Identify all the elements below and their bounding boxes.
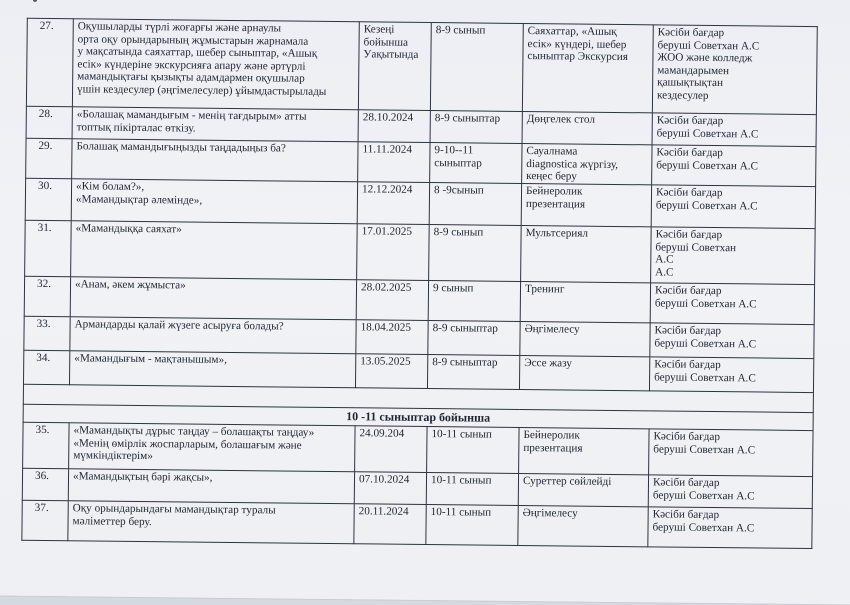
activity-cell: «Мамандықтың бәрі жақсы», xyxy=(68,469,354,504)
row-number: 29. xyxy=(26,138,72,178)
responsible-cell: Кәсіби бағдар беруші Советхан А.С xyxy=(650,283,814,325)
grade-cell: 8-9 сыныптар xyxy=(427,355,519,390)
form-cell: Мультсериял xyxy=(521,225,652,282)
activity-cell: «Мамандығым - мақтанышым», xyxy=(69,351,355,388)
grade-cell: 8-9 сыныптар xyxy=(430,111,522,144)
form-cell: Әңгімелесу xyxy=(520,321,650,356)
row-number: 32. xyxy=(24,276,70,316)
responsible-cell: Кәсіби бағдар беруші Советхан А.С xyxy=(649,429,813,477)
plan-table xyxy=(21,18,817,549)
activity-cell: Армандарды қалай жүзеге асыруға болады? xyxy=(70,317,356,354)
row-number: 28. xyxy=(26,106,72,138)
row-number: 37. xyxy=(22,500,68,540)
activity-cell: «Мамандықты дұрыс таңдау – болашақты таңдау» «Менің өмірлік жоспарларым, болашағым және мүмкіндіктерім» xyxy=(69,423,355,472)
date-cell: 28.10.2024 xyxy=(358,110,430,143)
row-number: 34. xyxy=(23,350,69,384)
form-cell: Саяхаттар, «Ашық есік» күндері, шебер сыныптар Экскурсия xyxy=(522,24,653,113)
form-cell: Бейнеролик презентация xyxy=(519,427,649,474)
responsible-cell: Кәсіби бағдар беруші Советхан А.С А.С xyxy=(651,227,816,285)
form-cell: Сауалнама diagnostica жүргізу, кеңес беру xyxy=(522,143,652,184)
form-cell: Әңгімелесу xyxy=(518,505,648,546)
date-cell: 24.09.204 xyxy=(355,426,427,473)
activity-cell: Оқу орындарындағы мамандықтар туралы мәліметтер беру. xyxy=(68,501,354,544)
responsible-cell: Кәсіби бағдар беруші Советхан А.С xyxy=(650,323,814,359)
responsible-cell: Кәсіби бағдар беруші Советхан А.С xyxy=(648,475,812,509)
responsible-cell: Кәсіби бағдар беруші Советхан А.С xyxy=(649,357,813,393)
date-cell: Кезеңі бойынша Уақытында xyxy=(358,22,431,111)
table-row xyxy=(23,422,813,476)
grade-cell: 9 сынып xyxy=(428,281,520,322)
responsible-cell: Кәсіби бағдар беруші Советхан А.С xyxy=(651,185,815,229)
row-number: 33. xyxy=(24,316,70,350)
row-number: 36. xyxy=(22,468,68,500)
row-number: 30. xyxy=(25,178,71,220)
date-cell: 18.04.2025 xyxy=(356,320,428,355)
table-row xyxy=(22,500,812,548)
date-cell: 28.02.2025 xyxy=(356,280,428,321)
activity-cell: «Болашақ мамандығым - менің тағдырым» атты топтық пікірталас өткізу. xyxy=(72,107,358,142)
form-cell: Эссе жазу xyxy=(519,355,649,390)
responsible-cell: Кәсіби бағдар беруші Советхан А.С ЖОО және колледж мамандарымен қашықтықтан кездесулер xyxy=(652,25,817,115)
date-cell: 11.11.2024 xyxy=(358,142,430,183)
form-cell: Тренинг xyxy=(520,281,650,322)
ink-dot xyxy=(33,0,37,2)
responsible-cell: Кәсіби бағдар беруші Советхан А.С xyxy=(648,507,812,549)
grade-cell: 10-11 сынып xyxy=(427,427,519,474)
date-cell: 13.05.2025 xyxy=(355,354,427,389)
form-cell: Дөңгелек стол xyxy=(522,111,652,144)
activity-cell: «Анам, әкем жұмыста» xyxy=(70,277,356,320)
row-number: 31. xyxy=(25,220,72,276)
responsible-cell: Кәсіби бағдар беруші Советхан А.С xyxy=(652,145,816,187)
grade-cell: 8 -9сынып xyxy=(429,183,521,226)
activity-cell: Оқушыларды түрлі жоғарғы және арнаулы орта оқу орындарының жұмыстарын жарнамала у мақсатында саяхаттар, шебер сыныптар, «Ашық есік» күндеріне экскурсияға апару және әртүрлі мамандықтағы қызықты адамдармен оқушылар үшін кездесулер (әңгімелесулер) ұйымдастырылады xyxy=(72,19,359,110)
grade-cell: 10-11 сынып xyxy=(426,473,518,506)
date-cell: 20.11.2024 xyxy=(354,504,426,545)
table-row xyxy=(25,220,816,284)
date-cell: 07.10.2024 xyxy=(354,472,426,505)
row-number: 35. xyxy=(23,422,69,468)
activity-cell: Болашақ мамандығыңызды таңдадыңыз ба? xyxy=(72,139,358,182)
responsible-cell: Кәсіби бағдар беруші Советхан А.С xyxy=(652,113,816,147)
grade-cell: 9-10--11 сыныптар xyxy=(430,143,522,184)
grade-cell: 10-11 сынып xyxy=(426,505,518,546)
activity-cell: «Кім болам?», «Мамандықтар әлемінде», xyxy=(71,179,357,224)
form-cell: Суреттер сөйлейді xyxy=(518,473,648,506)
section-title: 10 -11 сыныптар бойынша xyxy=(23,404,813,430)
table-row xyxy=(26,18,817,114)
form-cell: Бейнеролик презентация xyxy=(521,183,651,226)
date-cell: 12.12.2024 xyxy=(357,182,429,225)
row-number: 27. xyxy=(26,18,73,106)
grade-cell: 8-9 сыныптар xyxy=(428,321,520,356)
date-cell: 17.01.2025 xyxy=(357,224,430,281)
activity-cell: «Мамандыққа саяхат» xyxy=(71,221,358,280)
grade-cell: 8-9 сынып xyxy=(430,23,523,112)
grade-cell: 8-9 сынып xyxy=(429,225,522,282)
